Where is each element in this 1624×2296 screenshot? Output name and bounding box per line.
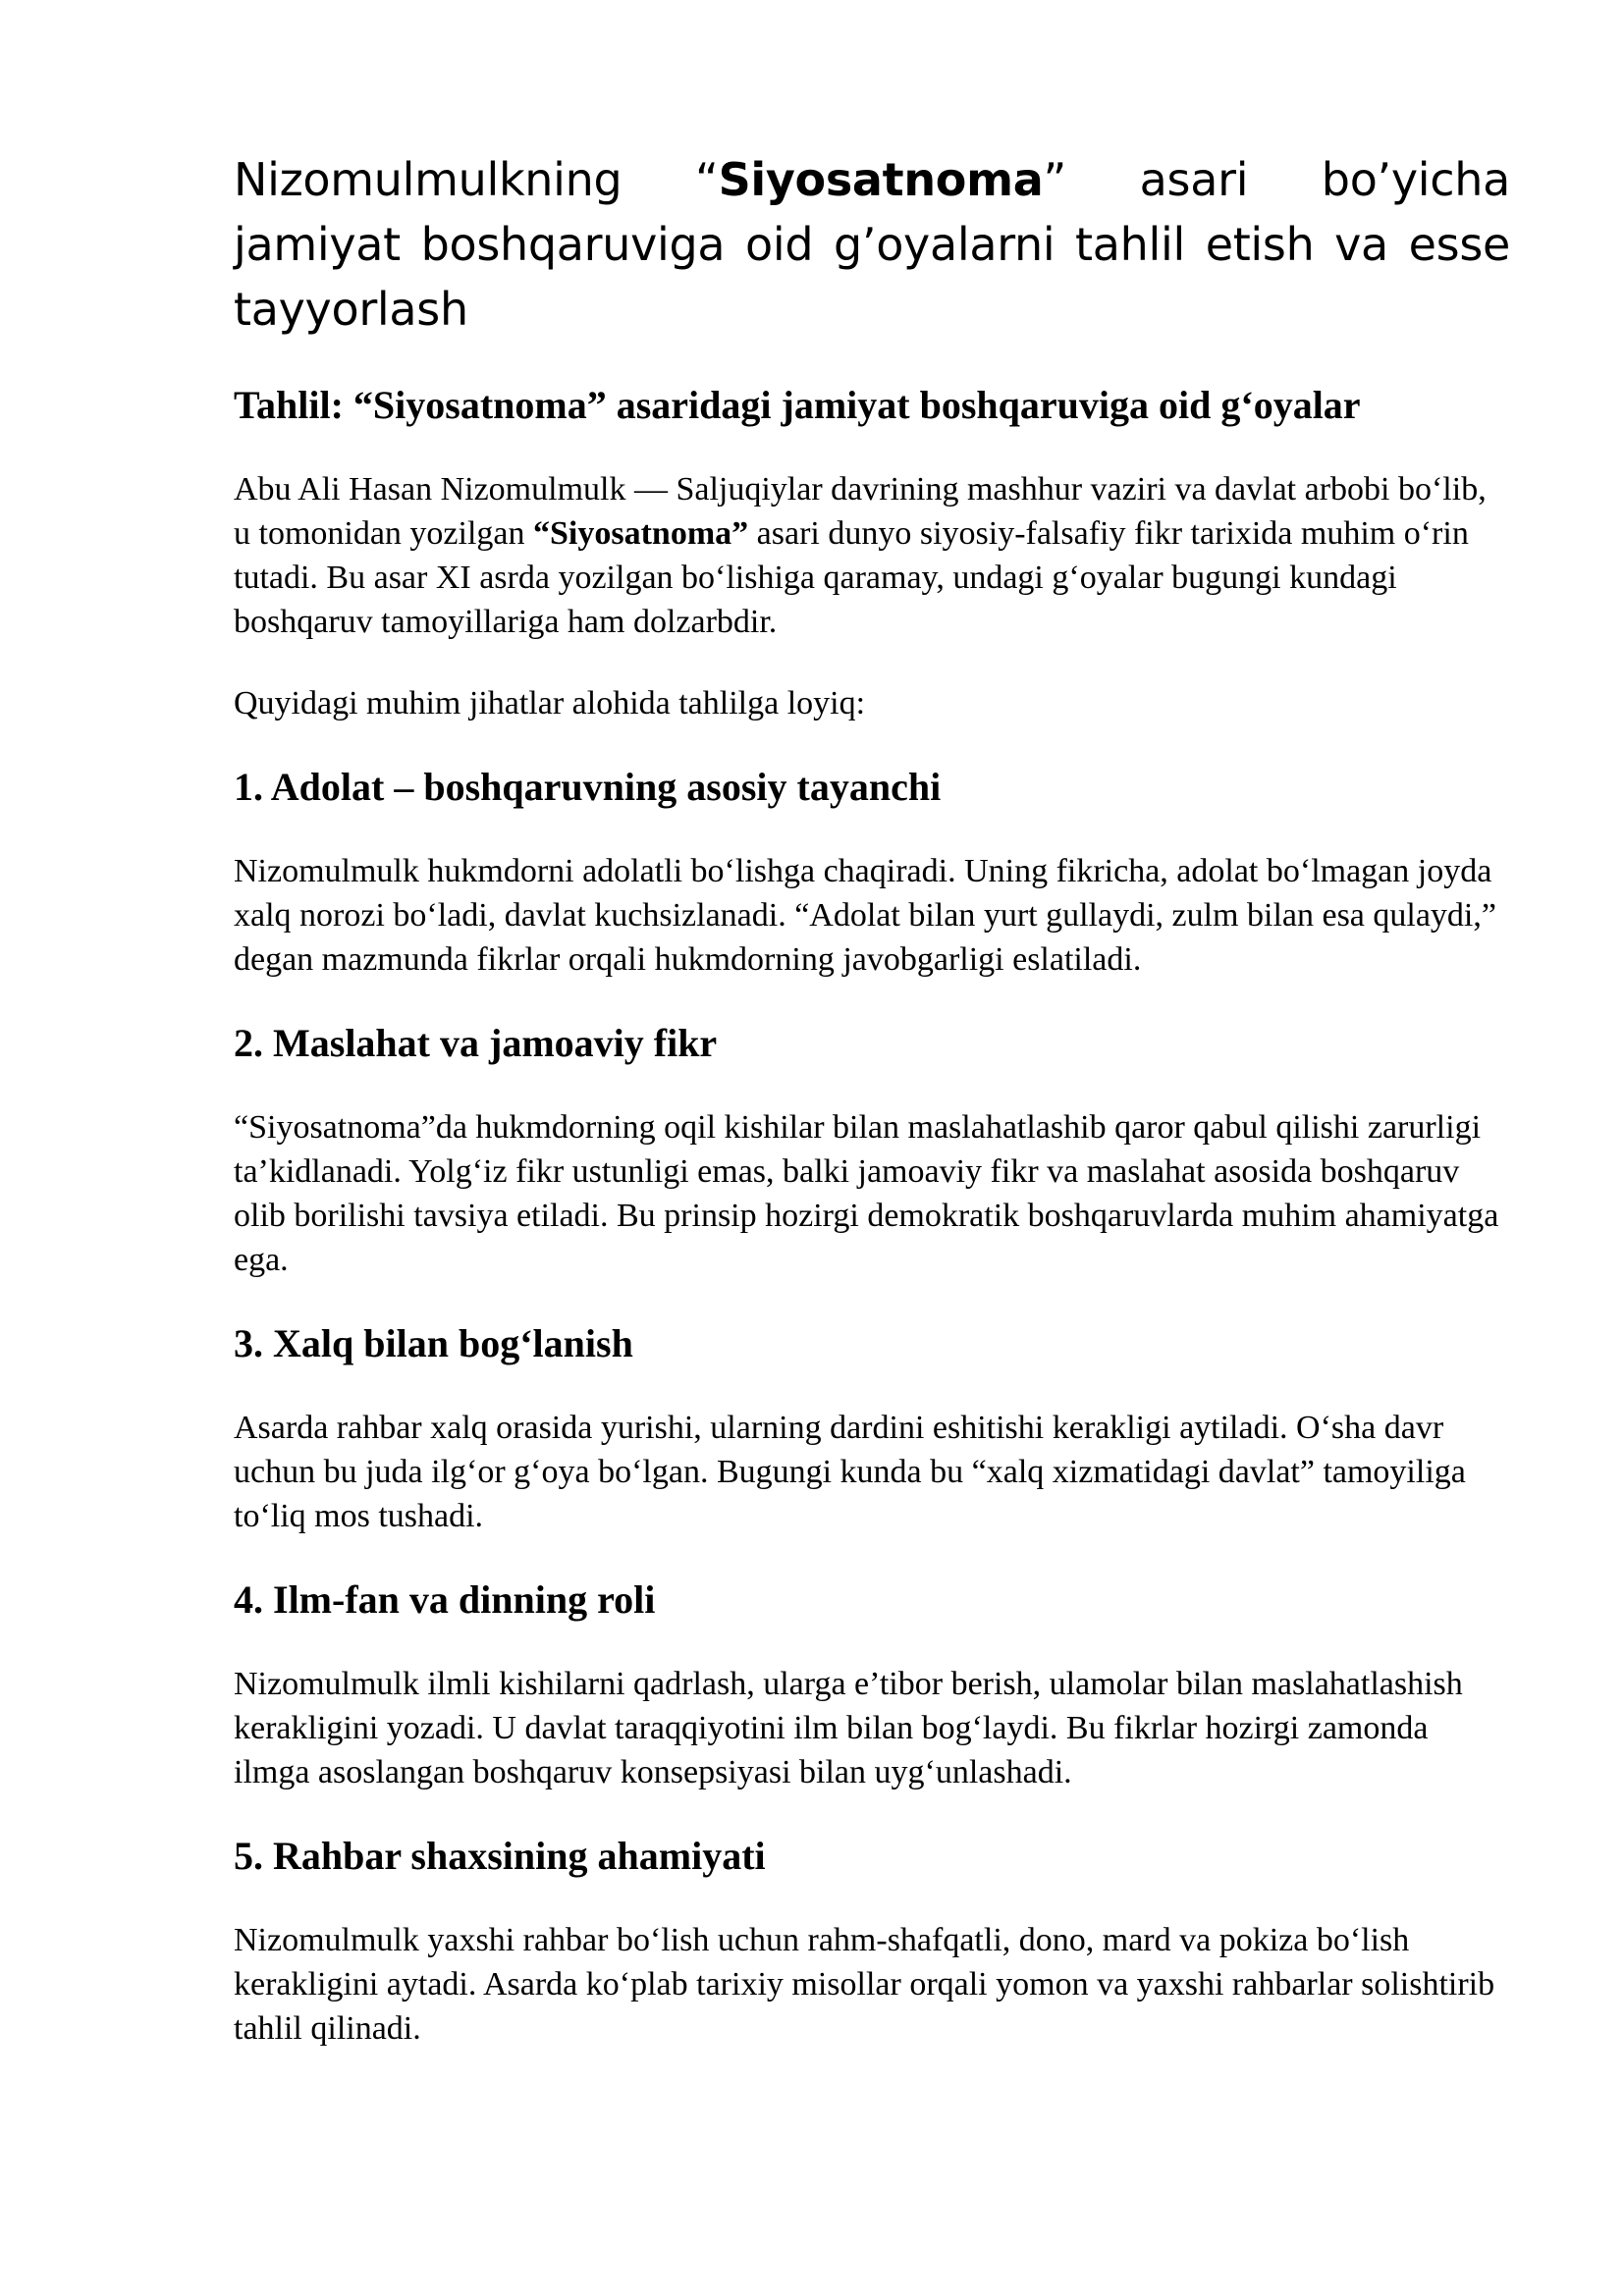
- intro-end: asari dunyo siyosiy-falsafiy fikr tarixida muhim o‘rin tutadi. Bu asar XI asrda yozilgan bo‘lishiga qaramay, undagi g‘oyalar bugungi kundagi boshqaruv tamoyillariga ham dolzarbdir.: [234, 515, 1469, 640]
- lead-paragraph: Quyidagi muhim jihatlar alohida tahlilga loyiq:: [234, 685, 866, 721]
- title-end: ” asari bo’yicha jamiyat boshqaruviga oid g’oyalarni tahlil etish va esse tayyorlash: [234, 153, 1511, 336]
- document-title: [234, 147, 1510, 342]
- intro-paragraph: [234, 467, 1510, 644]
- document-page: [234, 147, 1510, 2088]
- section-heading-1: 1. Adolat – boshqaruvning asosiy tayanchi: [234, 765, 942, 809]
- section-heading-2: 2. Maslahat va jamoaviy fikr: [234, 1021, 718, 1065]
- section-text-4: Nizomulmulk ilmli kishilarni qadrlash, ularga e’tibor berish, ulamolar bilan maslahatlashish kerakligini yozadi. U davlat taraqqiyotini ilm bilan bog‘laydi. Bu fikrlar hozirgi zamonda ilmga asoslangan boshqaruv konsepsiyasi bilan uyg‘unlashadi.: [234, 1666, 1463, 1790]
- title-start: Nizomulmulkning “: [234, 153, 719, 206]
- section-heading-5: 5. Rahbar shaxsining ahamiyati: [234, 1834, 766, 1878]
- section-text-1: Nizomulmulk hukmdorni adolatli bo‘lishga chaqiradi. Uning fikricha, adolat bo‘lmagan joyda xalq norozi bo‘ladi, davlat kuchsizlanadi. “Adolat bilan yurt gullaydi, zulm bilan esa qulaydi,” degan mazmunda fikrlar orqali hukmdorning javobgarligi eslatiladi.: [234, 853, 1496, 978]
- title-bold-word: Siyosatnoma: [718, 153, 1044, 206]
- section-text-2: “Siyosatnoma”da hukmdorning oqil kishilar bilan maslahatlashib qaror qabul qilishi zarurligi ta’kidlanadi. Yolg‘iz fikr ustunligi emas, balki jamoaviy fikr va maslahat asosida boshqaruv olib borilishi tavsiya etiladi. Bu prinsip hozirgi demokratik boshqaruvlarda muhim ahamiyatga ega.: [234, 1109, 1499, 1278]
- analysis-subtitle: Tahlil: “Siyosatnoma” asaridagi jamiyat boshqaruviga oid g‘oyalar: [234, 383, 1361, 427]
- section-text-5: Nizomulmulk yaxshi rahbar bo‘lish uchun rahm-shafqatli, dono, mard va pokiza bo‘lish kerakligini aytadi. Asarda ko‘plab tarixiy misollar orqali yomon va yaxshi rahbarlar solishtirib tahlil qilinadi.: [234, 1922, 1495, 2047]
- section-heading-3: 3. Xalq bilan bog‘lanish: [234, 1321, 633, 1365]
- intro-start: Abu Ali Hasan Nizomulmulk — Saljuqiylar davrining mashhur vaziri va davlat arbobi bo‘lib, u tomonidan yozilgan: [234, 471, 1487, 552]
- section-heading-4: 4. Ilm-fan va dinning roli: [234, 1577, 656, 1622]
- intro-bold-title: “Siyosatnoma”: [533, 515, 749, 552]
- section-text-3: Asarda rahbar xalq orasida yurishi, ularning dardini eshitishi kerakligi aytiladi. O‘sha davr uchun bu juda ilg‘or g‘oya bo‘lgan. Bugungi kunda bu “xalq xizmatidagi davlat” tamoyiliga to‘liq mos tushadi.: [234, 1410, 1466, 1534]
